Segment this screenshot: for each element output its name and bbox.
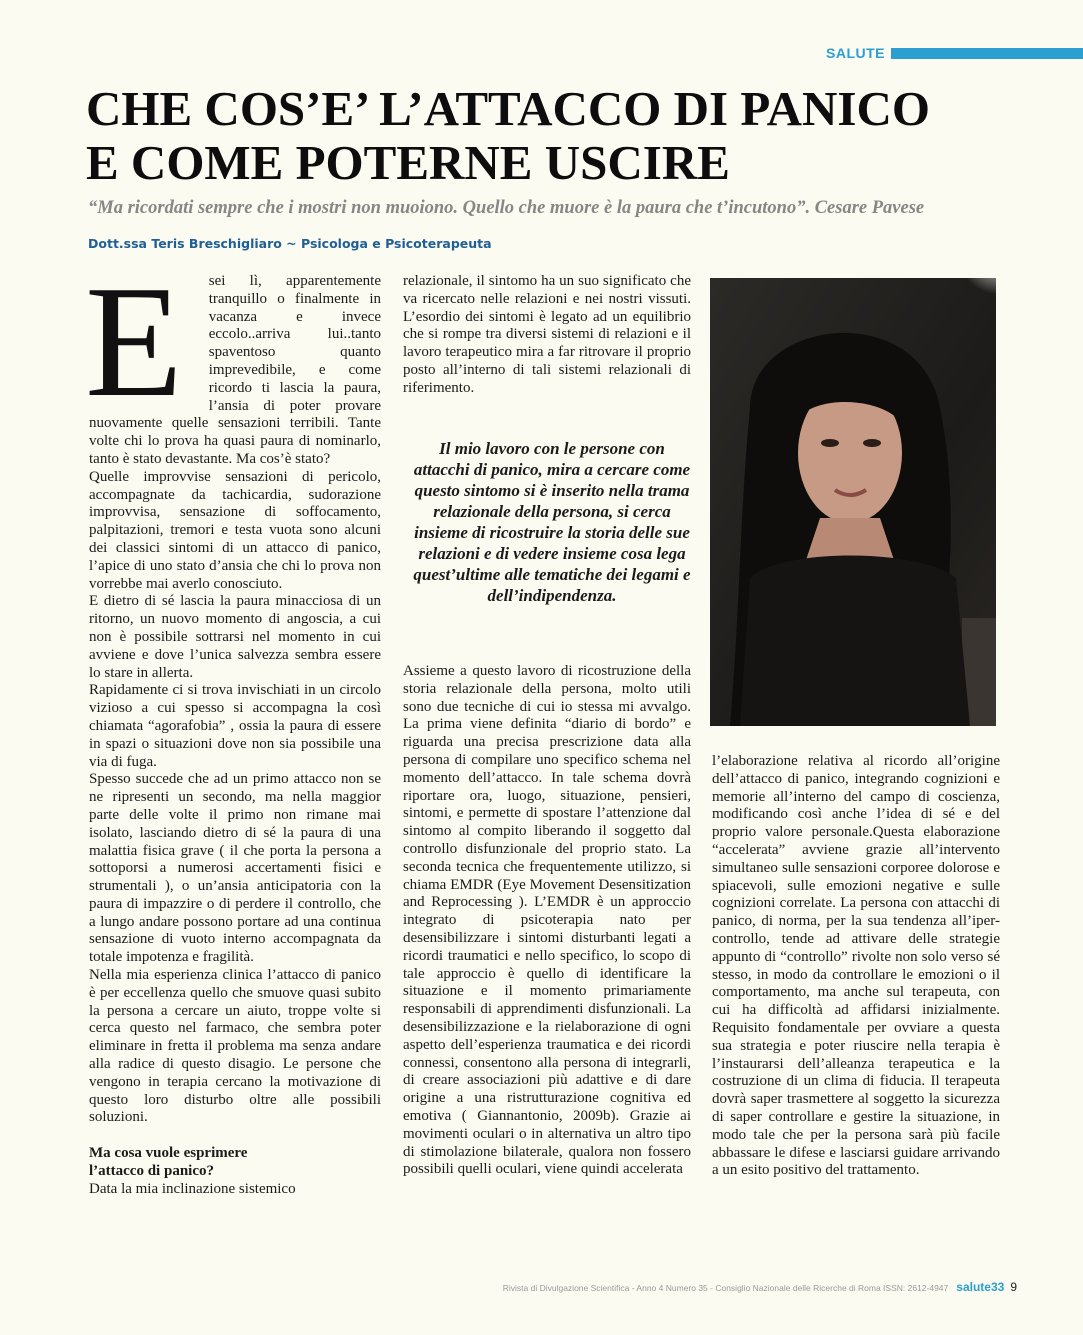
section-tag <box>826 44 1083 62</box>
column-2-top <box>403 273 691 398</box>
page-footer <box>397 1280 1017 1294</box>
paragraph: E dietro di sé lascia la paura minacciosa di un ritorno, un nuovo momento di angoscia, a cui non è possibile sottrarsi nel momento in cui avviene e dove l’unica salvezza sembra essere lo stare in allerta. <box>89 593 381 681</box>
author-photo <box>710 278 996 726</box>
section-label: SALUTE <box>826 45 885 61</box>
subheading-line-1: Ma cosa vuole esprimere <box>89 1145 248 1162</box>
column-2-bottom <box>403 663 691 1179</box>
paragraph: relazionale, il sintomo ha un suo significato che va ricercato nelle relazioni e nei nostri vissuti. L’esordio dei sintomi è legato ad un equilibrio che si rompe tra diversi sistemi di relazioni e il lavoro terapeutico mira a far ritrovare il proprio posto all’interno di tali sistemi relazionali di riferimento. <box>403 273 691 396</box>
page-number: 9 <box>1010 1280 1017 1294</box>
column-1 <box>85 252 381 1199</box>
subheading-line-2: l’attacco di panico? <box>89 1163 214 1180</box>
author-byline: Dott.ssa Teris Breschigliaro ~ Psicologa e Psicoterapeuta <box>88 236 492 251</box>
paragraph: Spesso succede che ad un primo attacco non se ne ripresenti un secondo, ma nella maggior parte delle volte il primo non rimane mai isolato, lasciando dietro di sé la paura di una malattia fisica grave ( il che porta la persona a sottoporsi a numerosi accertamenti fisici e strumentali ), o un’ansia anticipatoria con la paura di impazzire o di perdere il controllo, che a lungo andare possono portare ad una continua sensazione di vuoto interno accompagnata da totale impotenza e fragilità. <box>89 771 381 966</box>
footer-text: Rivista di Divulgazione Scientifica - Anno 4 Numero 35 - Consiglio Nazionale delle Ricerche di Roma ISSN: 2612-4947 <box>502 1283 949 1293</box>
paragraph: Rapidamente ci si trova invischiati in un circolo vizioso a cui spesso si accompagna la così chiamata “agorafobia” , ossia la paura di essere in spazi o situazioni dove non sia possibile una via di fuga. <box>89 682 381 770</box>
paragraph: l’elaborazione relativa al ricordo all’origine dell’attacco di panico, integrando cognizioni e memorie all’interno del campo di coscienza, modificando così anche l’idea di sé e del proprio valore personale.Questa elaborazione “accelerata” avviene grazie all’intervento simultaneo sulle sensazioni corporee dolorose e spiacevoli, sulle emozioni negative e sulle cognizioni correlate. La persona con attacchi di panico, di norma, per la sua tendenza all’iper-controllo, tende ad attivare delle strategie appunto di “controllo” rivolte non solo verso sé stesso, in modo da controllare le emozioni o il comportamento, ma anche sul terapeuta, con cui ha difficoltà ad affidarsi inizialmente. Requisito fondamentale per ovviare a questa sua strategia e poter riuscire nella terapia è l’instaurarsi dell’alleanza terapeutica e la costruzione di un clima di fiducia. Il terapeuta dovrà saper trasmettere al soggetto la sicurezza di saper controllare e gestire la situazione, in modo tale che per la persona sarà più facile abbassare le difese e lasciarsi guidare arrivando a un esito positivo del trattamento. <box>712 753 1000 1179</box>
headline <box>86 82 1046 190</box>
column-3 <box>712 753 1000 1180</box>
pull-quote: Il mio lavoro con le persone con attacchi di panico, mira a cercare come questo sintomo si è inserito nella trama relazionale della persona, si cerca insieme di ricostruire la storia delle sue relazioni e di vedere insieme cosa lega quest’ultime alle tematiche dei legami e dell’indipendenza. <box>413 439 691 605</box>
paragraph: Assieme a questo lavoro di ricostruzione della storia relazionale della persona, molto utili sono due tecniche di cui io stessa mi avvalgo. La prima viene definita “diario di bordo” e riguarda una precisa prescrizione data alla persona di compilare uno specifico schema nel momento dell’attacco. In tale schema dovrà riportare ora, luogo, situazione, pensieri, sintomi, e permette di spostare l’attenzione dal sintomo al compito liberando il soggetto dal controllo disfunzionale del proprio stato. La seconda tecnica che frequentemente utilizzo, si chiama EMDR (Eye Movement Desensitization and Reprocessing ). L’EMDR è un approccio integrato di psicoterapia nato per desensibilizzare i sintomi disturbanti legati a ricordi traumatici e nello specifico, lo scopo di tale approccio è quello di identificare la situazione e il momento primariamente responsabili di apprendimenti disfunzionali. La desensibilizzazione e la rielaborazione di ogni aspetto dell’esperienza traumatica e dei ricordi connessi, consentono alla persona di integrarli, di creare associazioni più adattive e di dare origine a una ristrutturazione cognitiva ed emotiva ( Giannantonio, 2009b). Grazie ai movimenti oculari o in alternativa un altro tipo di stimolazione bilaterale, qualora non fossero possibili quelli oculari, viene quindi accelerata <box>403 663 691 1178</box>
paragraph: sei lì, apparentemente tranquillo o finalmente in vacanza e invece eccolo..arriva lui..tanto spaventoso quanto imprevedibile, e come ricordo ti lascia la paura, l’ansia di poter provare nuovamente quelle sensazioni terribili. Tante volte chi lo prova ha quasi paura di nominarlo, tanto è stato devastante. Ma cos’è stato? <box>89 273 381 467</box>
paragraph: Nella mia esperienza clinica l’attacco di panico è per eccellenza quello che smuove quasi subito la persona a cercare un aiuto, troppe volte si cerca questo nel farmaco, che sembra poter eliminare in fretta il problema ma senza andare alla radice di questo disagio. Le persone che vengono in terapia cercano la motivazione di questo loro disturbo oltre alle possibili soluzioni. <box>89 967 381 1126</box>
headline-line-2: E COME POTERNE USCIRE <box>86 135 730 190</box>
epigraph: “Ma ricordati sempre che i mostri non muoiono. Quello che muore è la paura che t’incutono”. Cesare Pavese <box>88 198 925 218</box>
subheading <box>89 1145 381 1181</box>
paragraph: Data la mia inclinazione sistemico <box>89 1180 296 1197</box>
drop-cap: E <box>85 252 183 430</box>
portrait-illustration <box>710 278 996 726</box>
section-bar <box>891 48 1083 59</box>
paragraph: Quelle improvvise sensazioni di pericolo, accompagnate da tachicardia, sudorazione improvvisa, sensazione di soffocamento, palpitazioni, tremori e testa vuota sono alcuni dei classici sintomi di un attacco di panico, l’apice di uno stato d’ansia che chi lo prova non vorrebbe mai averlo conosciuto. <box>89 468 381 592</box>
footer-brand: salute33 <box>956 1280 1005 1294</box>
headline-line-1: CHE COS’E’ L’ATTACCO DI PANICO <box>86 81 930 136</box>
